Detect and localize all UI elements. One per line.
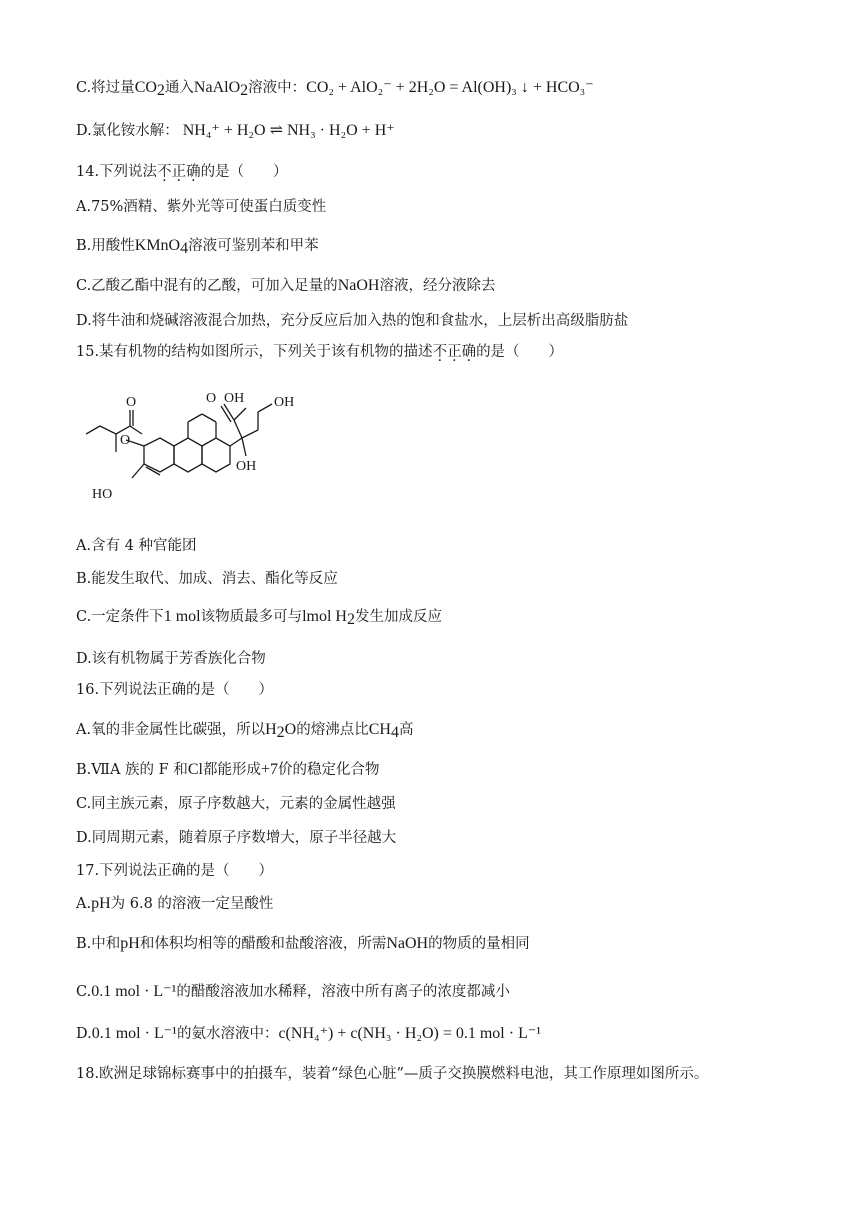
equation: CO₂ + AlO₂⁻ + 2H₂O = Al(OH)₃ ↓ + HCO₃⁻ xyxy=(306,79,594,96)
option-13c: C.将过量$CO_2$通入NaAlO$_2$溶液中：CO₂ + AlO₂⁻ + 2H₂O = Al(OH)₃ ↓ + HCO₃⁻ xyxy=(76,79,594,99)
option-15d: D.该有机物属于芳香族化合物 xyxy=(76,651,266,667)
label-o-acid: O xyxy=(206,391,217,406)
option-16a: A.氧的非金属性比碳强，所以$H_2O$的熔沸点比$CH_4$高 xyxy=(76,721,414,741)
option-14a: A.75%酒精、紫外光等可使蛋白质变性 xyxy=(76,199,327,215)
option-16b: B.ⅦA 族的 F 和Cl都能形成+7价的稳定化合物 xyxy=(76,761,380,778)
option-15c: C.一定条件下1 mol该物质最多可与lmol $H_2$发生加成反应 xyxy=(76,608,442,628)
option-13d: D.氯化铵水解： NH₄⁺ + H₂O ⇌ NH₃ · H₂O + H⁺ xyxy=(76,122,395,139)
option-16c: C.同主族元素，原子序数越大，元素的金属性越强 xyxy=(76,796,396,812)
question-14: 14.下列说法不正确的是（ ） xyxy=(76,164,288,180)
label-o-ester: O xyxy=(120,433,131,448)
label-o-carbonyl: O xyxy=(126,395,137,410)
option-17b: B.中和pH和体积均相等的醋酸和盐酸溶液，所需NaOH的物质的量相同 xyxy=(76,935,530,952)
equation: c(NH₄⁺) + c(NH₃ · H₂O) = 0.1 mol · L⁻¹ xyxy=(278,1025,542,1042)
equation: NH₄⁺ + H₂O ⇌ NH₃ · H₂O + H⁺ xyxy=(182,122,395,139)
option-17d: D.0.1 mol · L⁻¹的氨水溶液中：c(NH₄⁺) + c(NH₃ · H₂O) = 0.1 mol · L⁻¹ xyxy=(76,1025,542,1042)
molecule-structure xyxy=(86,382,326,510)
question-17: 17.下列说法正确的是（ ） xyxy=(76,863,274,879)
option-17a: A.pH为 6.8 的溶液一定呈酸性 xyxy=(76,895,274,912)
label-ho: HO xyxy=(92,487,113,502)
option-17c: C.0.1 mol · L⁻¹的醋酸溶液加水稀释，溶液中所有离子的浓度都减小 xyxy=(76,983,510,1000)
option-14c: C.乙酸乙酯中混有的乙酸，可加入足量的NaOH溶液，经分液除去 xyxy=(76,277,496,294)
label-oh-acid: OH xyxy=(224,391,245,406)
question-16: 16.下列说法正确的是（ ） xyxy=(76,682,274,698)
option-16d: D.同周期元素，随着原子序数增大，原子半径越大 xyxy=(76,830,397,846)
option-15b: B.能发生取代、加成、消去、酯化等反应 xyxy=(76,571,338,587)
question-15: 15.某有机物的结构如图所示，下列关于该有机物的描述不正确的是（ ） xyxy=(76,344,564,360)
option-14b: B.用酸性KMnO$_4$溶液可鉴别苯和甲苯 xyxy=(76,237,319,257)
question-18: 18.欧洲足球锦标赛事中的拍摄车，装着“绿色心脏”—质子交换膜燃料电池，其工作原理如图所示。 xyxy=(76,1066,709,1082)
option-15a: A.含有 4 种官能团 xyxy=(76,538,197,554)
option-14d: D.将牛油和烧碱溶液混合加热，充分反应后加入热的饱和食盐水，上层析出高级脂肪盐 xyxy=(76,313,629,329)
label-oh-chain: OH xyxy=(236,459,257,474)
label-oh-terminal: OH xyxy=(274,395,295,410)
